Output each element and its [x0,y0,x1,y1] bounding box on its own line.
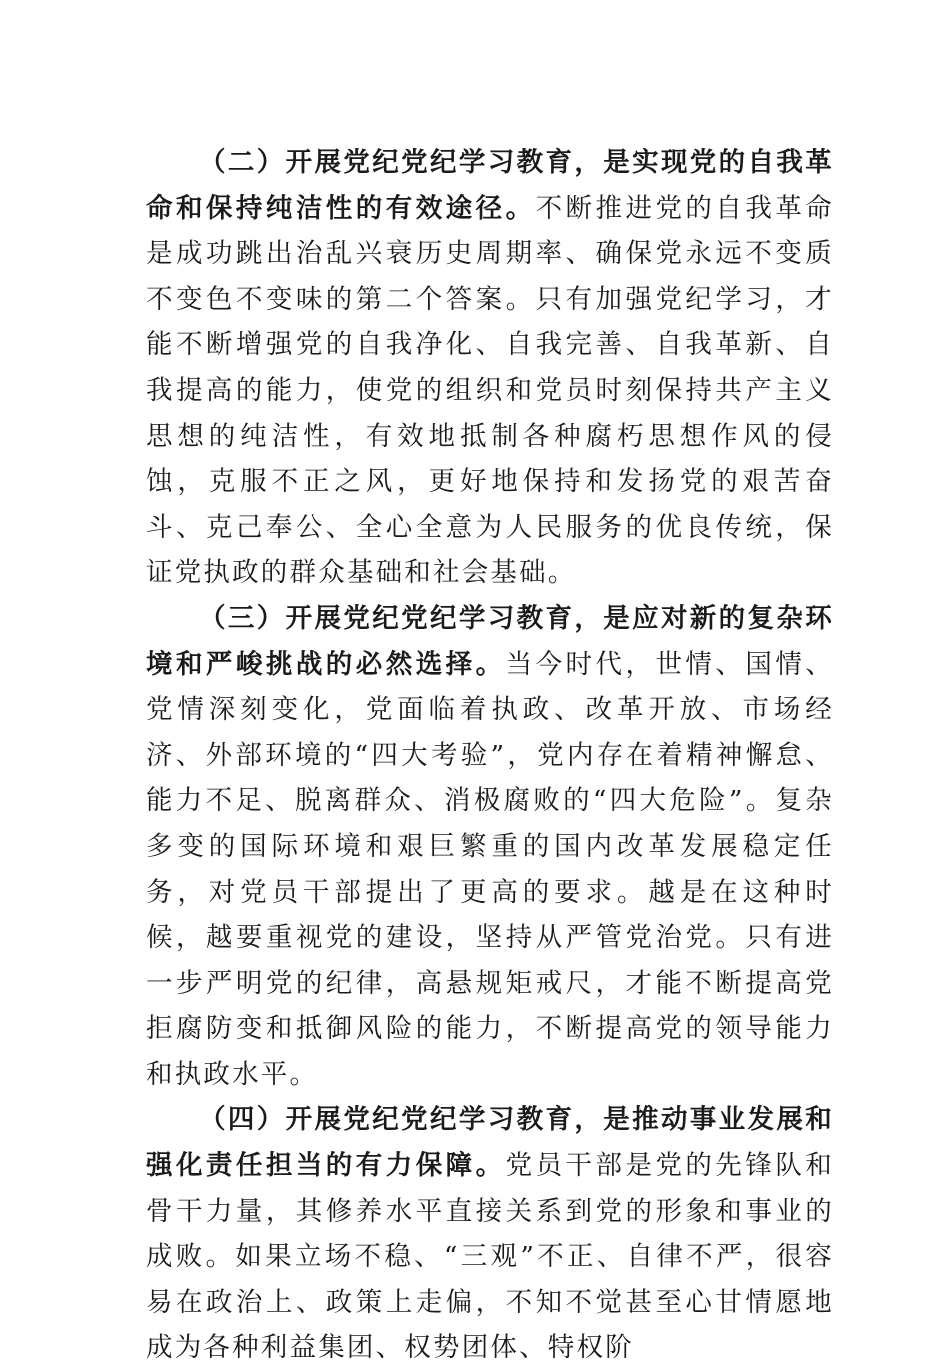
paragraph-3-heading: （三）开展党纪党纪学习教育，是应对新的复杂环境和严峻挑战的必然选择。 [146,602,834,680]
paragraph-3-body: 当今时代，世情、国情、党情深刻变化，党面临着执政、改革开放、市场经济、外部环境的“四大考验”，党内存在着精神懈怠、能力不足、脱离群众、消极腐败的“四大危险”。复杂多变的国际环境和艰巨繁重的国内改革发展稳定任务，对党员干部提出了更高的要求。越是在这种时候，越要重视党的建设，坚持从严管党治党。只有进一步严明党的纪律，高悬规矩戒尺，才能不断提高党拒腐防变和抵御风险的能力，不断提高党的领导能力和执政水平。 [146,648,835,1090]
paragraph-2-heading: （二）开展党纪党纪学习教育，是实现党的自我革命和保持纯洁性的有效途径。 [146,147,834,224]
paragraph-2-body: 不断推进党的自我革命是成功跳出治乱兴衰历史周期率、确保党永远不变质不变色不变味的第二个答案。只有加强党纪学习，才能不断增强党的自我净化、自我完善、自我革新、自我提高的能力，使党的组织和党员时刻保持共产主义思想的纯洁性，有效地抵制各种腐朽思想作风的侵蚀，克服不正之风，更好地保持和发扬党的艰苦奋斗、克己奉公、全心全意为人民服务的优良传统，保证党执政的群众基础和社会基础。 [146,192,835,589]
paragraph-4-body: 党员干部是党的先锋队和骨干力量，其修养水平直接关系到党的形象和事业的成败。如果立场不稳、“三观”不正、自律不严，很容易在政治上、政策上走偏，不知不觉甚至心甘情愿地成为各种利益集团、权势团体、特权阶 [146,1150,835,1364]
body-text [146,140,834,1371]
paragraph-4-heading: （四）开展党纪党纪学习教育，是推动事业发展和强化责任担当的有力保障。 [146,1104,834,1182]
paragraph-3 [146,596,834,1098]
paragraph-4 [146,1097,834,1371]
paragraph-2 [146,140,834,596]
